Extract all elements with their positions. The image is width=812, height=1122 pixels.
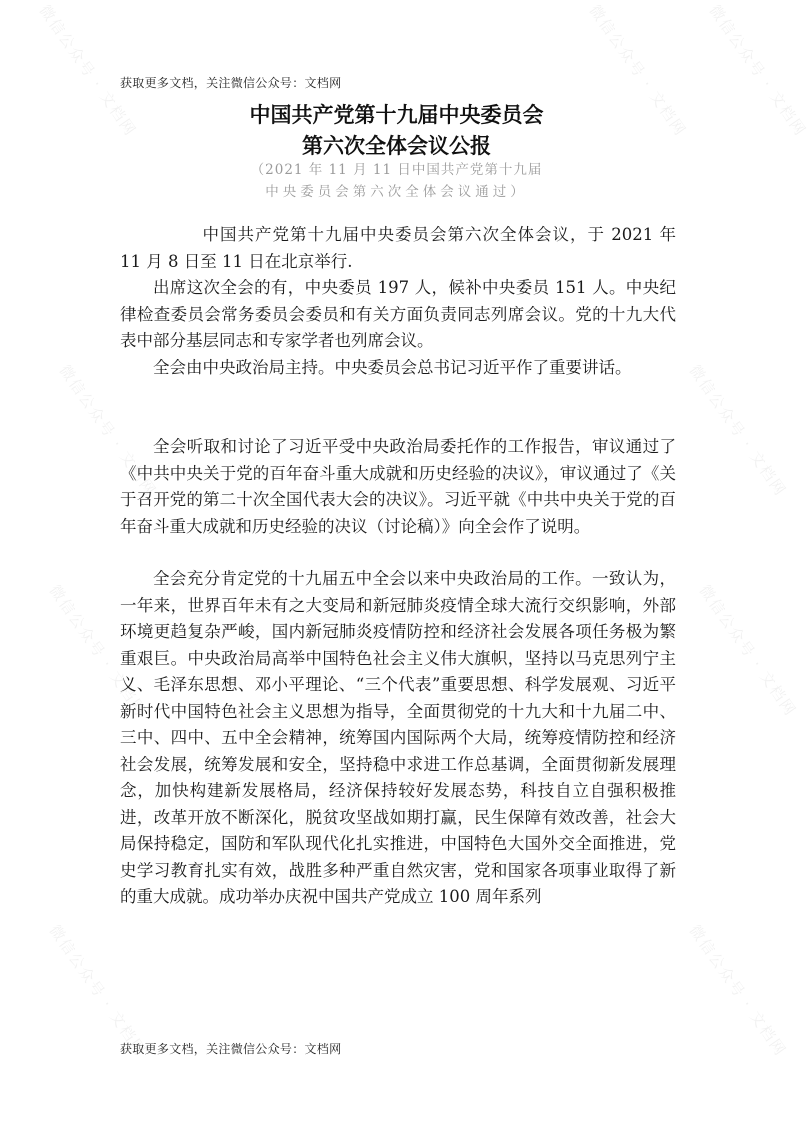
watermark: 微信公众号 · 文档网 xyxy=(35,1,140,140)
document-subtitle-line2: 中央委员会第六次全体会议通过） xyxy=(265,184,528,200)
document-subtitle-line1: （2021 年 11 月 11 日中国共产党第十九届 xyxy=(250,162,543,178)
document-title-line1: 中国共产党第十九届中央委员会 xyxy=(249,103,544,127)
watermark: 微信公众号 · 文档网 xyxy=(705,1,810,140)
watermark: 微信公众号 · 文档网 xyxy=(685,361,790,500)
paragraph-gap xyxy=(120,540,676,566)
watermark: 微信公众号 · 文档网 xyxy=(45,581,150,720)
paragraph: 中国共产党第十九届中央委员会第六次全体会议，于 2021 年 11 月 8 日至 11 日在北京举行. xyxy=(120,225,676,271)
watermark: 微信公众号 · 文档网 xyxy=(45,921,150,1060)
header-note: 获取更多文档，关注微信公众号：文档网 xyxy=(120,76,342,90)
paragraph: 出席这次全会的有，中央委员 197 人，候补中央委员 151 人。中央纪律检查委员会常务委员会委员和有关方面负责同志列席会议。党的十九大代表中部分基层同志和专家学者也列席会议。 xyxy=(120,278,676,350)
paragraph: 全会听取和讨论了习近平受中央政治局委托作的工作报告，审议通过了《中共中央关于党的百年奋斗重大成就和历史经验的决议》，审议通过了《关于召开党的第二十次全国代表大会的决议》。习近平就《中共中央关于党的百年奋斗重大成就和历史经验的决议（讨论稿）》向全会作了说明。 xyxy=(120,437,676,536)
paragraph-gap xyxy=(120,381,676,434)
watermark: 微信公众号 · 文档网 xyxy=(685,921,790,1060)
watermark: 微信公众号 · 文档网 xyxy=(585,1,690,140)
document-title-line2: 第六次全体会议公报 xyxy=(302,134,491,158)
watermark: 微信公众号 · 文档网 xyxy=(55,361,160,500)
document-body xyxy=(120,222,676,911)
paragraph: 全会充分肯定党的十九届五中全会以来中央政治局的工作。一致认为，一年来，世界百年未有之大变局和新冠肺炎疫情全球大流行交织影响，外部环境更趋复杂严峻，国内新冠肺炎疫情防控和经济社会发展各项任务极为繁重艰巨。中央政治局高举中国特色社会主义伟大旗帜，坚持以马克思列宁主义、毛泽东思想、邓小平理论、“三个代表”重要思想、科学发展观、习近平新时代中国特色社会主义思想为指导，全面贯彻党的十九大和十九届二中、三中、四中、五中全会精神，统筹国内国际两个大局，统筹疫情防控和经济社会发展，统筹发展和安全，坚持稳中求进工作总基调，全面贯彻新发展理念，加快构建新发展格局，经济保持较好发展态势，科技自立自强积极推进，改革开放不断深化，脱贫攻坚战如期打赢，民生保障有效改善，社会大局保持稳定，国防和军队现代化扎实推进，中国特色大国外交全面推进，党史学习教育扎实有效，战胜多种严重自然灾害，党和国家各项事业取得了新的重大成就。成功举办庆祝中国共产党成立 100 周年系列 xyxy=(120,569,676,906)
paragraph: 全会由中央政治局主持。中央委员会总书记习近平作了重要讲话。 xyxy=(153,357,632,377)
watermark: 微信公众号 · 文档网 xyxy=(695,581,800,720)
footer-note: 获取更多文档，关注微信公众号：文档网 xyxy=(120,1042,342,1056)
